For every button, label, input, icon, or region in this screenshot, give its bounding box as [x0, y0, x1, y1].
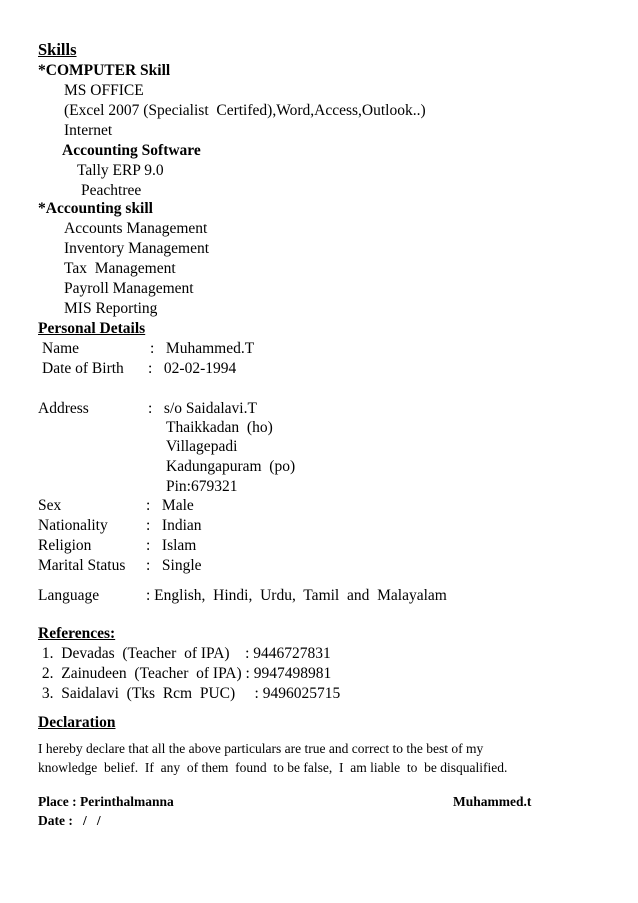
- accounting-item: Tax Management: [64, 260, 176, 277]
- dob-value: : 02-02-1994: [148, 360, 237, 377]
- address-line: Kadungapuram (po): [166, 458, 296, 475]
- address-line: Pin:679321: [166, 478, 238, 495]
- computer-skill-heading: *COMPUTER Skill: [38, 62, 171, 79]
- ms-office: MS OFFICE: [64, 82, 144, 99]
- marital-status-label: Marital Status: [38, 557, 126, 574]
- marital-status-value: : Single: [146, 557, 202, 574]
- software-tally: Tally ERP 9.0: [77, 162, 164, 179]
- place: Place : Perinthalmanna: [38, 794, 174, 809]
- nationality-label: Nationality: [38, 517, 108, 534]
- nationality-value: : Indian: [146, 517, 202, 534]
- skills-heading: Skills: [38, 40, 77, 59]
- accounting-item: Payroll Management: [64, 280, 194, 297]
- accounting-item: MIS Reporting: [64, 300, 158, 317]
- signature-name: Muhammed.t: [453, 794, 532, 809]
- language-value: : English, Hindi, Urdu, Tamil and Malayalam: [146, 587, 447, 604]
- address-line: Villagepadi: [166, 438, 238, 455]
- name-label: Name: [42, 340, 80, 357]
- sex-value: : Male: [146, 497, 194, 514]
- reference-item: 2. Zainudeen (Teacher of IPA) : 9947498981: [38, 665, 332, 682]
- accounting-software-heading: Accounting Software: [62, 142, 201, 159]
- dob-label: Date of Birth: [42, 360, 124, 377]
- accounting-item: Inventory Management: [64, 240, 210, 257]
- religion-label: Religion: [38, 537, 92, 554]
- declaration-text-line2: knowledge belief. If any of them found to be false, I am liable to be disqualified.: [38, 760, 508, 775]
- address-line: Thaikkadan (ho): [166, 419, 273, 436]
- declaration-heading: Declaration: [38, 714, 116, 731]
- reference-item: 3. Saidalavi (Tks Rcm PUC) : 9496025715: [38, 685, 341, 702]
- date: Date : / /: [38, 813, 101, 828]
- language-label: Language: [38, 587, 100, 604]
- reference-item: 1. Devadas (Teacher of IPA) : 9446727831: [38, 645, 331, 662]
- ms-office-detail: (Excel 2007 (Specialist Certifed),Word,Access,Outlook..): [64, 102, 426, 119]
- internet: Internet: [64, 122, 113, 139]
- religion-value: : Islam: [146, 537, 197, 554]
- name-value: : Muhammed.T: [150, 340, 255, 357]
- references-heading: References:: [38, 625, 116, 642]
- declaration-text-line1: I hereby declare that all the above particulars are true and correct to the best of my: [38, 741, 484, 756]
- sex-label: Sex: [38, 497, 62, 514]
- address-line: : s/o Saidalavi.T: [148, 400, 257, 417]
- accounting-skill-heading: *Accounting skill: [38, 200, 153, 217]
- address-label: Address: [38, 400, 89, 417]
- software-peachtree: Peachtree: [81, 182, 142, 199]
- personal-details-heading: Personal Details: [38, 320, 146, 337]
- accounting-item: Accounts Management: [64, 220, 208, 237]
